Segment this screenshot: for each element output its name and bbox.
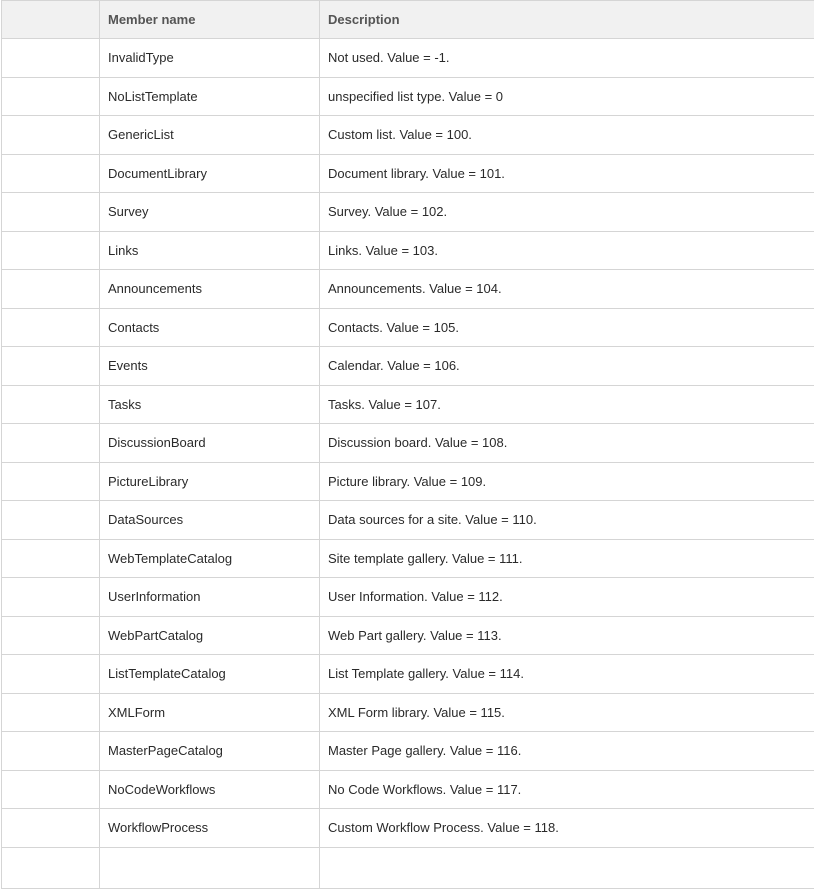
- member-name-cell: Survey: [100, 193, 320, 232]
- table-row: [2, 578, 814, 617]
- member-name-cell: NoCodeWorkflows: [100, 770, 320, 809]
- row-icon-cell: [2, 385, 100, 424]
- row-icon-cell: [2, 770, 100, 809]
- header-row: [2, 1, 814, 39]
- description-cell: Not used. Value = -1.: [320, 39, 814, 78]
- row-icon-cell: [2, 578, 100, 617]
- member-name-cell: Contacts: [100, 308, 320, 347]
- member-name-cell: Links: [100, 231, 320, 270]
- table-row: [2, 539, 814, 578]
- row-icon-cell: [2, 347, 100, 386]
- header-icon-column: [2, 1, 100, 39]
- member-name-cell: ListTemplateCatalog: [100, 655, 320, 694]
- header-description: Description: [320, 1, 814, 39]
- member-name-cell: DocumentLibrary: [100, 154, 320, 193]
- member-name-cell: GenericList: [100, 116, 320, 155]
- table-row: [2, 39, 814, 78]
- table-row: [2, 616, 814, 655]
- table-row: [2, 385, 814, 424]
- table-row: [2, 116, 814, 155]
- member-name-cell: UserInformation: [100, 578, 320, 617]
- description-cell: Announcements. Value = 104.: [320, 270, 814, 309]
- description-cell: Document library. Value = 101.: [320, 154, 814, 193]
- row-icon-cell: [2, 77, 100, 116]
- member-name-cell: [100, 847, 320, 888]
- table-row: [2, 347, 814, 386]
- member-name-cell: WebTemplateCatalog: [100, 539, 320, 578]
- table-header: [2, 1, 814, 39]
- description-cell: List Template gallery. Value = 114.: [320, 655, 814, 694]
- table-body: [2, 39, 814, 889]
- description-cell: unspecified list type. Value = 0: [320, 77, 814, 116]
- table-row: [2, 231, 814, 270]
- table-row: [2, 809, 814, 848]
- member-name-cell: DataSources: [100, 501, 320, 540]
- description-cell: Picture library. Value = 109.: [320, 462, 814, 501]
- description-cell: Calendar. Value = 106.: [320, 347, 814, 386]
- header-member-name: Member name: [100, 1, 320, 39]
- member-name-cell: Announcements: [100, 270, 320, 309]
- table-row: [2, 847, 814, 888]
- description-cell: Data sources for a site. Value = 110.: [320, 501, 814, 540]
- table-row: [2, 270, 814, 309]
- description-cell: No Code Workflows. Value = 117.: [320, 770, 814, 809]
- row-icon-cell: [2, 809, 100, 848]
- description-cell: Links. Value = 103.: [320, 231, 814, 270]
- row-icon-cell: [2, 501, 100, 540]
- description-cell: Survey. Value = 102.: [320, 193, 814, 232]
- members-table: [1, 0, 814, 889]
- row-icon-cell: [2, 732, 100, 771]
- row-icon-cell: [2, 193, 100, 232]
- member-name-cell: Tasks: [100, 385, 320, 424]
- row-icon-cell: [2, 270, 100, 309]
- row-icon-cell: [2, 231, 100, 270]
- row-icon-cell: [2, 655, 100, 694]
- member-name-cell: NoListTemplate: [100, 77, 320, 116]
- row-icon-cell: [2, 308, 100, 347]
- description-cell: Discussion board. Value = 108.: [320, 424, 814, 463]
- table-row: [2, 77, 814, 116]
- row-icon-cell: [2, 616, 100, 655]
- row-icon-cell: [2, 693, 100, 732]
- row-icon-cell: [2, 424, 100, 463]
- description-cell: Web Part gallery. Value = 113.: [320, 616, 814, 655]
- description-cell: Custom Workflow Process. Value = 118.: [320, 809, 814, 848]
- row-icon-cell: [2, 847, 100, 888]
- table-row: [2, 462, 814, 501]
- member-name-cell: WebPartCatalog: [100, 616, 320, 655]
- description-cell: Master Page gallery. Value = 116.: [320, 732, 814, 771]
- row-icon-cell: [2, 539, 100, 578]
- table-row: [2, 501, 814, 540]
- member-name-cell: MasterPageCatalog: [100, 732, 320, 771]
- description-cell: Site template gallery. Value = 111.: [320, 539, 814, 578]
- table-row: [2, 655, 814, 694]
- member-name-cell: Events: [100, 347, 320, 386]
- table-row: [2, 732, 814, 771]
- description-cell: User Information. Value = 112.: [320, 578, 814, 617]
- row-icon-cell: [2, 39, 100, 78]
- table-row: [2, 770, 814, 809]
- description-cell: [320, 847, 814, 888]
- description-cell: Contacts. Value = 105.: [320, 308, 814, 347]
- member-name-cell: XMLForm: [100, 693, 320, 732]
- member-name-cell: InvalidType: [100, 39, 320, 78]
- row-icon-cell: [2, 462, 100, 501]
- member-name-cell: WorkflowProcess: [100, 809, 320, 848]
- table-row: [2, 308, 814, 347]
- table-row: [2, 693, 814, 732]
- description-cell: XML Form library. Value = 115.: [320, 693, 814, 732]
- member-name-cell: PictureLibrary: [100, 462, 320, 501]
- row-icon-cell: [2, 154, 100, 193]
- description-cell: Tasks. Value = 107.: [320, 385, 814, 424]
- table-row: [2, 424, 814, 463]
- member-name-cell: DiscussionBoard: [100, 424, 320, 463]
- table-row: [2, 193, 814, 232]
- row-icon-cell: [2, 116, 100, 155]
- description-cell: Custom list. Value = 100.: [320, 116, 814, 155]
- table-row: [2, 154, 814, 193]
